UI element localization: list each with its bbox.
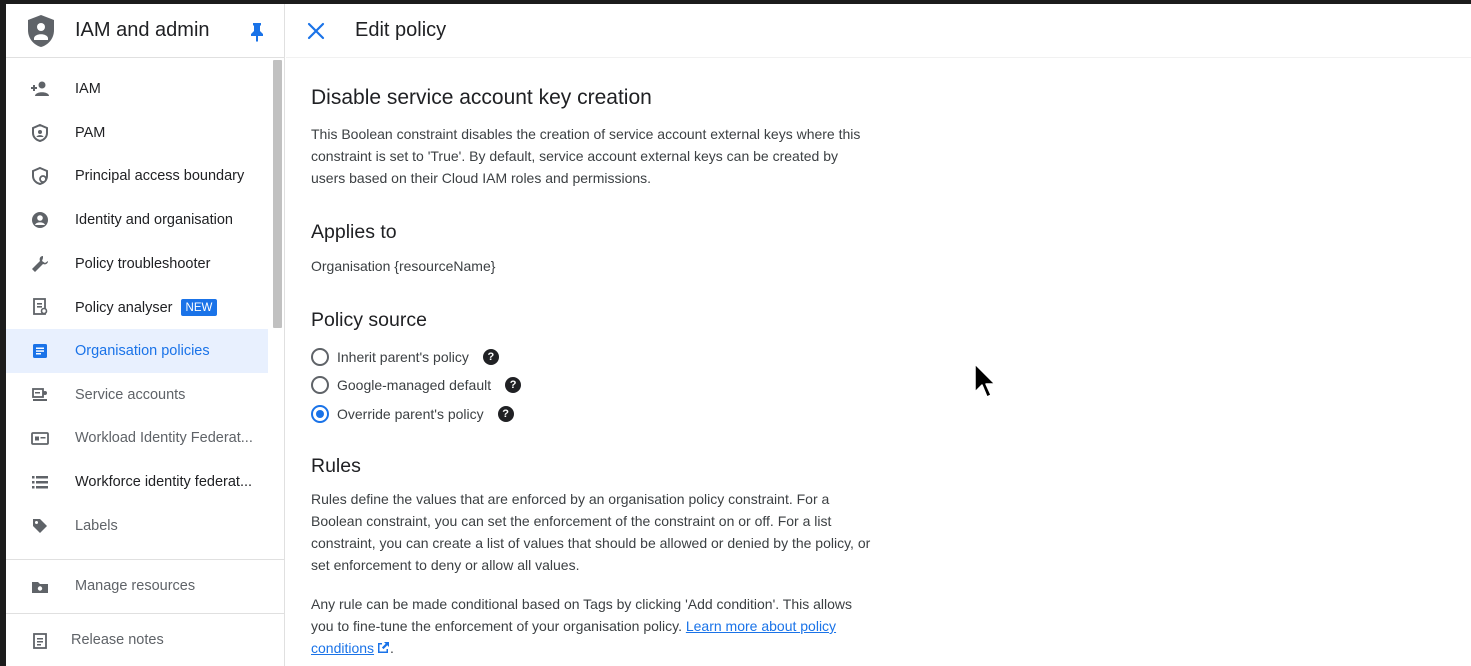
new-badge: NEW bbox=[181, 299, 218, 316]
page-title: Edit policy bbox=[355, 19, 447, 41]
sidebar-item-pam[interactable] bbox=[6, 111, 268, 155]
sidebar-item-labels[interactable] bbox=[6, 504, 268, 548]
sidebar-item-label: IAM bbox=[75, 80, 101, 97]
sidebar-item-label: Labels bbox=[75, 517, 118, 534]
sidebar-item-policy-troubleshooter[interactable] bbox=[6, 242, 268, 286]
sidebar-item-iam[interactable] bbox=[6, 67, 268, 111]
account-circle-icon bbox=[30, 210, 50, 230]
manage-resources-link[interactable] bbox=[6, 565, 284, 609]
manage-resources-label: Manage resources bbox=[75, 578, 196, 594]
mouse-pointer-icon bbox=[973, 362, 997, 400]
wrench-icon bbox=[30, 254, 50, 274]
tag-icon bbox=[30, 516, 50, 536]
sidebar-item-policy-analyser[interactable] bbox=[6, 285, 268, 329]
radio-option-inherit[interactable] bbox=[311, 345, 499, 369]
applies-to-heading: Applies to bbox=[311, 221, 397, 243]
release-notes-label: Release notes bbox=[71, 632, 164, 648]
sidebar-scrollbar[interactable] bbox=[273, 60, 282, 328]
rules-heading: Rules bbox=[311, 455, 361, 477]
folder-settings-icon bbox=[30, 577, 50, 597]
sidebar-item-label: PAM bbox=[75, 124, 106, 141]
sidebar-divider bbox=[6, 559, 284, 560]
person-add-icon bbox=[30, 79, 50, 99]
conditions-end: . bbox=[390, 640, 394, 656]
sidebar-item-organisation-policies[interactable] bbox=[6, 329, 268, 373]
google-managed-radio-label: Google-managed default bbox=[337, 377, 492, 393]
article-icon bbox=[30, 341, 50, 361]
external-link-icon bbox=[377, 641, 390, 654]
policy-shield-icon bbox=[30, 166, 50, 186]
help-icon[interactable]: ? bbox=[498, 406, 514, 422]
google-managed-radio[interactable] bbox=[311, 376, 329, 394]
policy-heading: Disable service account key creation bbox=[311, 86, 652, 109]
applies-to-value: Organisation {resourceName} bbox=[311, 258, 496, 274]
conditions-text: Any rule can be made conditional based on Tags by clicking 'Add condition'. This allows you to fine-tune the enforcement of your organisation policy. bbox=[311, 596, 853, 634]
help-icon[interactable]: ? bbox=[505, 377, 521, 393]
sidebar-divider bbox=[6, 613, 284, 614]
badge-card-icon bbox=[30, 428, 50, 448]
panel-header bbox=[286, 4, 1471, 58]
sidebar-item-service-accounts[interactable] bbox=[6, 373, 268, 417]
rules-description: Rules define the values that are enforced by an organisation policy constraint. For a Boolean constraint, you can set the enforcement of the constraint on or off. For a list constraint, you can create a list of values that should be allowed or denied by the policy, or set enforcement to deny or allow all values. bbox=[311, 491, 871, 573]
sidebar-item-label: Service accounts bbox=[75, 386, 186, 403]
pin-icon[interactable] bbox=[248, 22, 266, 42]
override-radio[interactable] bbox=[311, 405, 329, 423]
sidebar-title: IAM and admin bbox=[75, 19, 210, 41]
sidebar-nav bbox=[6, 67, 268, 548]
service-account-icon bbox=[30, 385, 50, 405]
radio-option-google-managed[interactable] bbox=[311, 373, 521, 397]
sidebar-item-label: Workload Identity Federat... bbox=[75, 430, 253, 447]
help-icon[interactable]: ? bbox=[483, 349, 499, 365]
receipt-search-icon bbox=[30, 297, 50, 317]
sidebar-item-workload-identity-federation[interactable] bbox=[6, 417, 268, 461]
list-icon bbox=[30, 472, 50, 492]
policy-description: This Boolean constraint disables the creation of service account external keys where this constraint is set to 'True'. By default, service account external keys can be created by users based on their Cloud IAM roles and permissions. bbox=[311, 126, 861, 186]
close-icon[interactable] bbox=[306, 21, 326, 41]
sidebar-item-label: Workforce identity federat... bbox=[75, 474, 253, 491]
release-notes-link[interactable] bbox=[6, 619, 284, 663]
sidebar-item-label: Identity and organisation bbox=[75, 211, 233, 228]
inherit-radio-label: Inherit parent's policy bbox=[337, 349, 469, 365]
sidebar-item-label: Principal access boundary bbox=[75, 168, 245, 185]
conditions-description bbox=[311, 593, 876, 659]
release-notes-icon bbox=[30, 631, 50, 651]
sidebar-item-text: Policy analyser bbox=[75, 299, 173, 316]
main-panel bbox=[286, 4, 1471, 666]
sidebar-item-label bbox=[75, 299, 217, 316]
app-window bbox=[6, 4, 1471, 666]
sidebar bbox=[6, 4, 285, 666]
sidebar-header bbox=[6, 4, 284, 58]
sidebar-item-label: Policy troubleshooter bbox=[75, 255, 211, 272]
policy-source-heading: Policy source bbox=[311, 309, 427, 331]
shield-icon bbox=[30, 123, 50, 143]
sidebar-item-label: Organisation policies bbox=[75, 342, 210, 359]
sidebar-item-workforce-identity-federation[interactable] bbox=[6, 460, 268, 504]
iam-shield-logo-icon bbox=[26, 14, 56, 48]
sidebar-item-principal-access-boundary[interactable] bbox=[6, 154, 268, 198]
radio-option-override[interactable] bbox=[311, 402, 514, 426]
inherit-radio[interactable] bbox=[311, 348, 329, 366]
learn-more-conditions-link[interactable]: Learn more about policy conditions bbox=[311, 618, 837, 656]
override-radio-label: Override parent's policy bbox=[337, 406, 484, 422]
sidebar-item-identity-and-organisation[interactable] bbox=[6, 198, 268, 242]
